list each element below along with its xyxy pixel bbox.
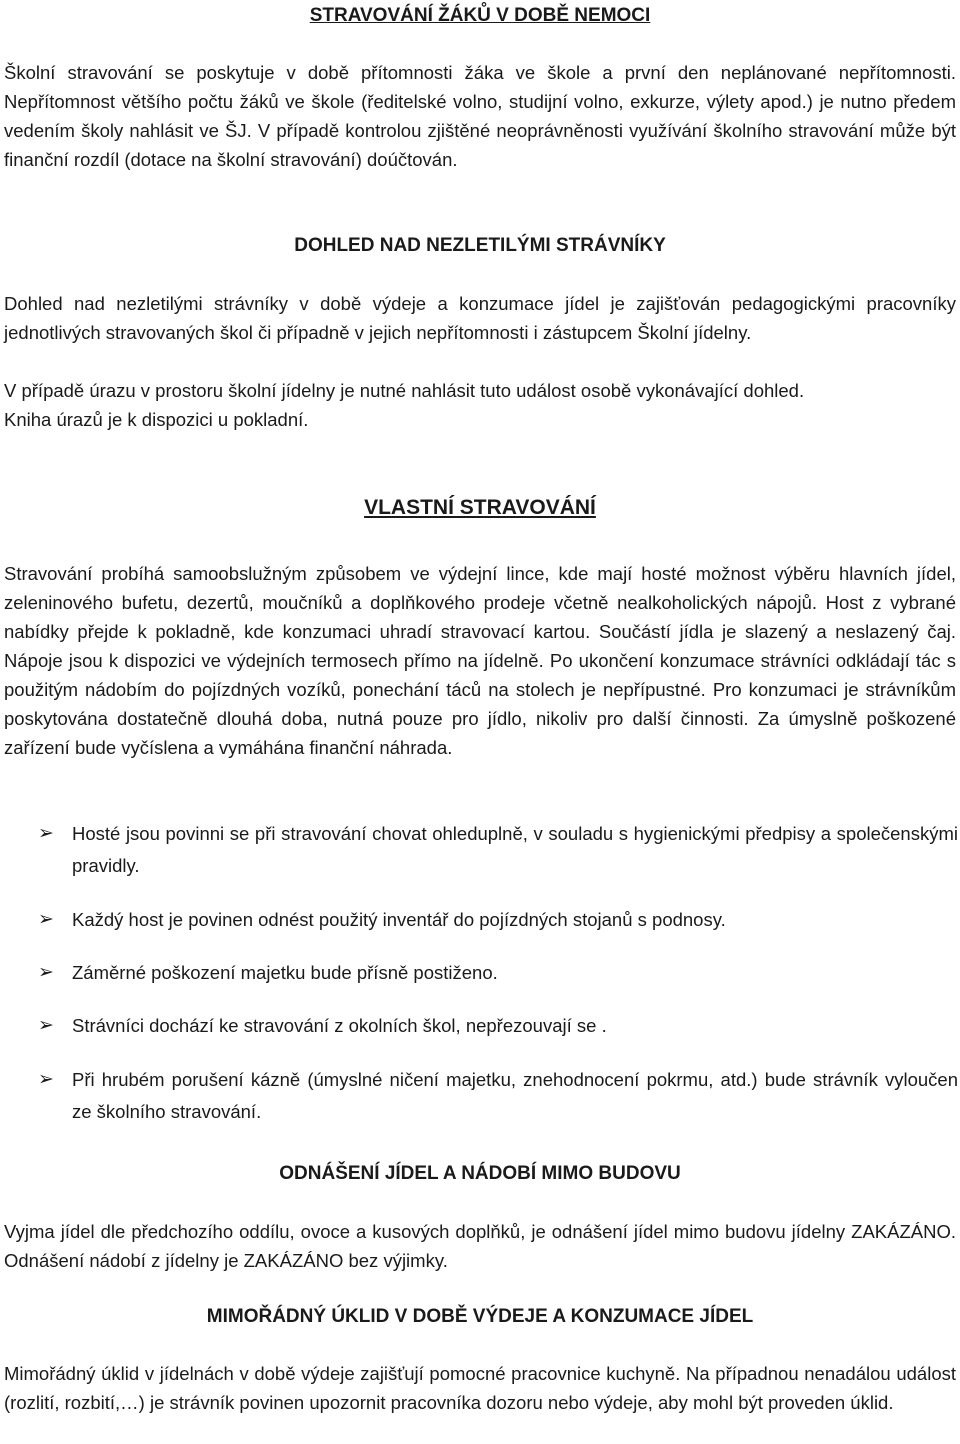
paragraph-extra-cleaning: Mimořádný úklid v jídelnách v době výdeje zajišťují pomocné pracovnice kuchyně. Na případnou nenadálou událost (rozlití, rozbití,…) je strávník povinen upozornit pracovníka dozoru nebo výdeje, aby mohl být proveden úklid. (4, 1363, 956, 1413)
list-item-text: Hosté jsou povinni se při stravování chovat ohleduplně, v souladu s hygienickými předpisy a společenskými pravidly. (72, 823, 958, 876)
section-heading-sick-students: STRAVOVÁNÍ ŽÁKŮ V DOBĚ NEMOCI (309, 5, 651, 26)
section-heading-supervision: DOHLED NAD NEZLETILÝMI STRÁVNÍKY (294, 235, 666, 256)
arrow-bullet-icon: ➢ (38, 909, 54, 930)
paragraph-injury-book: Kniha úrazů je k dispozici u pokladní. (4, 409, 309, 430)
list-item-text: Strávníci dochází ke stravování z okolních škol, nepřezouvají se . (72, 1015, 607, 1036)
section-heading-own-dining: VLASTNÍ STRAVOVÁNÍ (364, 496, 596, 519)
paragraph-takeaway: Vyjma jídel dle předchozího oddílu, ovoce a kusových doplňků, je odnášení jídel mimo budovu jídelny ZAKÁZÁNO. Odnášení nádobí z jídelny je ZAKÁZÁNO bez výjimky. (4, 1221, 956, 1271)
arrow-bullet-icon: ➢ (38, 962, 54, 983)
list-item (38, 957, 958, 989)
paragraph-injury-report: V případě úrazu v prostoru školní jídelny je nutné nahlásit tuto událost osobě vykonávající dohled. (4, 380, 805, 401)
paragraph-supervision: Dohled nad nezletilými strávníky v době výdeje a konzumace jídel je zajišťován pedagogickými pracovníky jednotlivých stravovaných škol či případně v jejich nepřítomnosti i zástupcem Školní jídelny. (4, 293, 956, 343)
list-item (38, 904, 958, 936)
paragraph-sick-students: Školní stravování se poskytuje v době přítomnosti žáka ve škole a první den neplánované nepřítomnosti. Nepřítomnost většího počtu žáků ve škole (ředitelské volno, studijní volno, exkurze, výlety apod.) je nutno předem vedením školy nahlásit ve ŠJ. V případě kontrolou zjištěné neoprávněnosti využívání školního stravování může být finanční rozdíl (dotace na školní stravování) doúčtován. (4, 62, 956, 170)
arrow-bullet-icon: ➢ (38, 823, 54, 844)
section-heading-extra-cleaning: MIMOŘÁDNÝ ÚKLID V DOBĚ VÝDEJE A KONZUMACE JÍDEL (206, 1306, 754, 1327)
paragraph-own-dining: Stravování probíhá samoobslužným způsobem ve výdejní lince, kde mají hosté možnost výběru hlavních jídel, zeleninového bufetu, dezertů, moučníků a doplňkového prodeje včetně nealkoholických nápojů. Host z vybrané nabídky přejde k pokladně, kde konzumaci uhradí stravovací kartou. Součástí jídla je slazený a neslazený čaj. Nápoje jsou k dispozici ve výdejních termosech přímo na jídelně. Po ukončení konzumace strávníci odkládají tác s použitým nádobím do pojízdných vozíků, ponechání táců na stolech je nepřípustné. Pro konzumaci je strávníkům poskytována dostatečně dlouhá doba, nutná pouze pro jídlo, nikoliv pro další činnosti. Za úmyslně poškozené zařízení bude vyčíslena a vymáhána finanční náhrada. (4, 563, 956, 758)
list-item (38, 1064, 958, 1128)
list-item-text: Záměrné poškození majetku bude přísně postiženo. (72, 962, 498, 983)
arrow-bullet-icon: ➢ (38, 1015, 54, 1036)
arrow-bullet-icon: ➢ (38, 1069, 54, 1090)
list-item-text: Při hrubém porušení kázně (úmyslné ničení majetku, znehodnocení pokrmu, atd.) bude strávník vyloučen ze školního stravování. (72, 1069, 958, 1122)
section-heading-takeaway: ODNÁŠENÍ JÍDEL A NÁDOBÍ MIMO BUDOVU (279, 1163, 681, 1184)
list-item-text: Každý host je povinen odnést použitý inventář do pojízdných stojanů s podnosy. (72, 909, 726, 930)
list-item (38, 1010, 958, 1042)
list-item (38, 818, 958, 882)
